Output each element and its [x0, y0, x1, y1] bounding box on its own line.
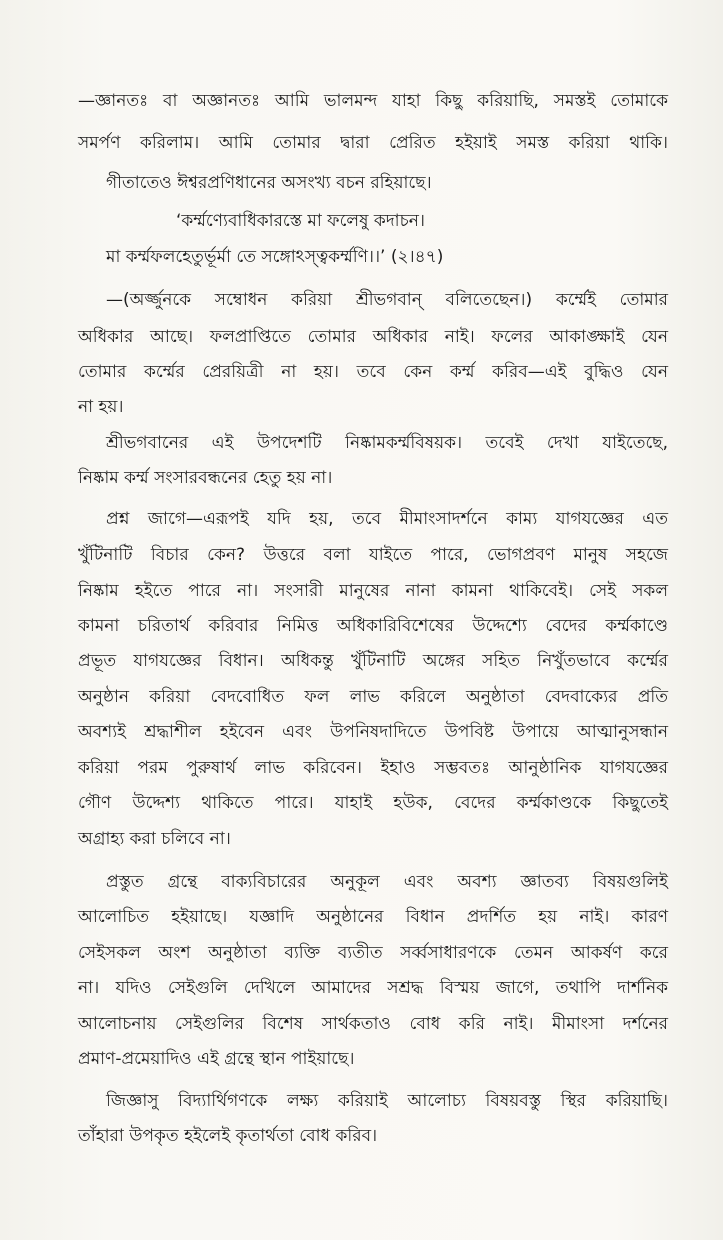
text-line: তোমার কর্ম্মের প্রেরয়িত্রী না হয়। তবে কেন কর্ম্ম করিব—এই বুদ্ধিও যেন — [78, 362, 668, 382]
text-line: খুঁটিনাটি বিচার কেন? উত্তরে বলা যাইতে পারে, ভোগপ্রবণ মানুষ সহজে — [78, 545, 668, 565]
text-line: প্রভূত যাগযজ্ঞের বিধান। অধিকন্তু খুঁটিনাটি অঙ্গের সহিত নিখুঁতভাবে কর্ম্মের — [78, 651, 668, 671]
text-line: প্রমাণ-প্রমেয়াদিও এই গ্রন্থে স্থান পাইয়াছে। — [78, 1049, 355, 1069]
text-line: গৌণ উদ্দেশ্য থাকিতে পারে। যাহাই হউক, বেদের কর্ম্মকাণ্ডকে কিছুতেই — [78, 793, 668, 813]
text-line: নিষ্কাম হইতে পারে না। সংসারী মানুষের নানা কামনা থাকিবেই। সেই সকল — [78, 581, 668, 601]
text-line: অগ্রাহ্য করা চলিবে না। — [78, 829, 231, 849]
text-line: না। যদিও সেইগুলি দেখিলে আমাদের সশ্রদ্ধ বিস্ময় জাগে, তথাপি দার্শনিক — [78, 978, 668, 998]
text-line: আলোচিত হইয়াছে। যজ্ঞাদি অনুষ্ঠানের বিধান প্রদর্শিত হয় নাই। কারণ — [78, 907, 668, 927]
text-line: অবশ্যই শ্রদ্ধাশীল হইবেন এবং উপনিষদাদিতে উপবিষ্ট উপায়ে আত্মানুসন্ধান — [78, 722, 668, 742]
text-line: আলোচনায় সেইগুলির বিশেষ সার্থকতাও বোধ করি নাই। মীমাংসা দর্শনের — [78, 1014, 668, 1034]
text-line: কামনা চরিতার্থ করিবার নিমিত্ত অধিকারিবিশেষের উদ্দেশ্যে বেদের কর্ম্মকাণ্ডে — [78, 616, 668, 636]
text-line: —জ্ঞানতঃ বা অজ্ঞানতঃ আমি ভালমন্দ যাহা কিছু করিয়াছি, সমস্তই তোমাকে — [78, 91, 668, 111]
text-line: গীতাতেও ঈশ্বরপ্রণিধানের অসংখ্য বচন রহিয়াছে। — [106, 173, 432, 193]
text-line: সেইসকল অংশ অনুষ্ঠাতা ব্যক্তি ব্যতীত সর্ব্বসাধারণকে তেমন আকর্ষণ করে — [78, 943, 668, 963]
text-line: প্রশ্ন জাগে—এরূপই যদি হয়, তবে মীমাংসাদর্শনে কাম্য যাগযজ্ঞের এত — [106, 509, 668, 529]
text-line: প্রস্তুত গ্রন্থে বাক্যবিচারের অনুকূল এবং অবশ্য জ্ঞাতব্য বিষয়গুলিই — [106, 872, 668, 892]
text-line: করিয়া পরম পুরুষার্থ লাভ করিবেন। ইহাও সম্ভবতঃ আনুষ্ঠানিক যাগযজ্ঞের — [78, 758, 668, 778]
text-line: না হয়। — [78, 397, 124, 417]
text-line: সমর্পণ করিলাম। আমি তোমার দ্বারা প্রেরিত হইয়াই সমস্ত করিয়া থাকি। — [78, 133, 668, 153]
text-line: জিজ্ঞাসু বিদ্যার্থিগণকে লক্ষ্য করিয়াই আলোচ্য বিষয়বস্তু স্থির করিয়াছি। — [106, 1091, 668, 1111]
text-line: তাঁহারা উপকৃত হইলেই কৃতার্থতা বোধ করিব। — [78, 1126, 378, 1146]
text-line: অনুষ্ঠান করিয়া বেদবোধিত ফল লাভ করিলে অনুষ্ঠাতা বেদবাক্যের প্রতি — [78, 687, 668, 707]
text-line: শ্রীভগবানের এই উপদেশটি নিষ্কামকর্ম্মবিষয়ক। তবেই দেখা যাইতেছে, — [106, 433, 668, 453]
text-line: নিষ্কাম কর্ম্ম সংসারবন্ধনের হেতু হয় না। — [78, 468, 333, 488]
verse-line: ‘কর্ম্মণ্যেবাধিকারস্তে মা ফলেষু কদাচন। — [176, 211, 426, 231]
verse-line: মা কর্ম্মফলহেতুর্ভূর্মা তে সঙ্গোঽস্ত্বকর্ম্মণি।।’ (২।৪৭) — [106, 247, 444, 267]
text-line: অধিকার আছে। ফলপ্রাপ্তিতে তোমার অধিকার নাই। ফলের আকাঙ্ক্ষাই যেন — [78, 327, 668, 347]
text-line: —(অর্জ্জুনকে সম্বোধন করিয়া শ্রীভগবান্ বলিতেছেন।) কর্ম্মেই তোমার — [106, 290, 668, 310]
